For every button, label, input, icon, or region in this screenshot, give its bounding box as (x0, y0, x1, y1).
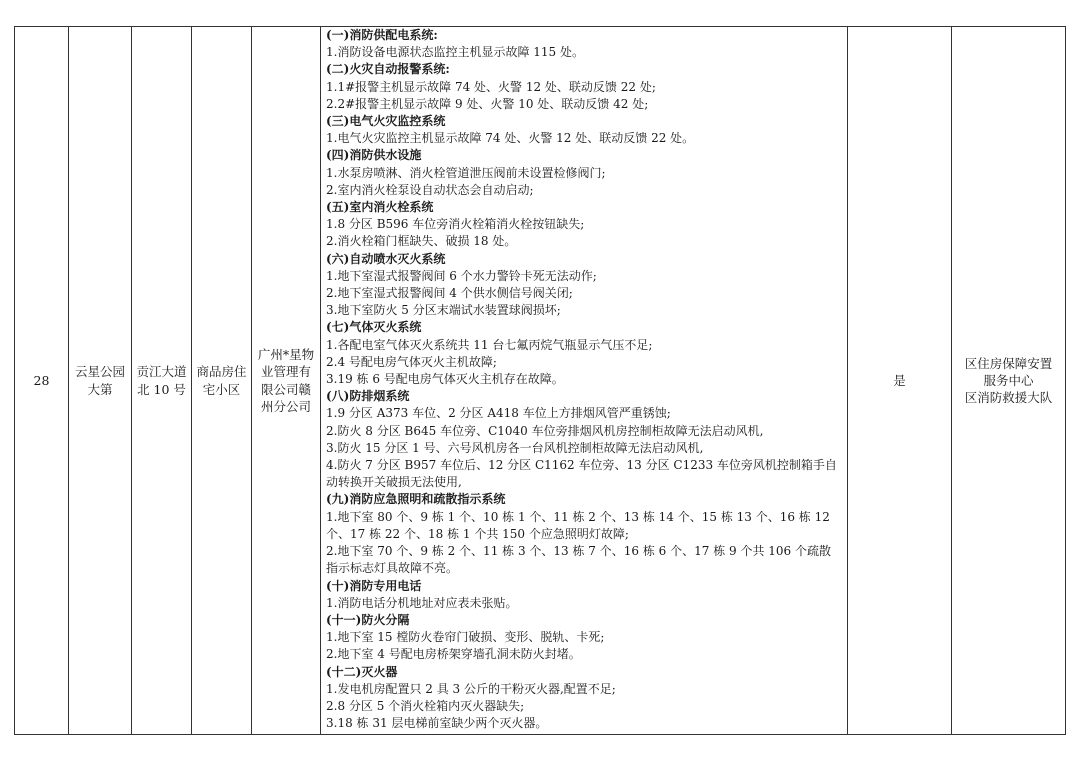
issue-item: 1.9 分区 A373 车位、2 分区 A418 车位上方排烟风管严重锈蚀; (326, 406, 671, 421)
section-title: (四)消防供水设施 (326, 148, 422, 163)
flag-cell: 是 (848, 27, 952, 735)
dept-line: 服务中心 (983, 372, 1034, 388)
issue-item: 2.室内消火栓泵设自动状态会自动启动; (326, 182, 534, 197)
table-row (15, 27, 1066, 735)
issue-item: 2.地下室 70 个、9 栋 2 个、11 栋 3 个、13 栋 7 个、16 栋 6 个、17 栋 9 个共 106 个疏散指示标志灯具故障不亮。 (326, 544, 831, 576)
section-title: (七)气体灭火系统 (326, 320, 422, 335)
issue-item: 4.防火 7 分区 B957 车位后、12 分区 C1162 车位旁、13 分区 C1233 车位旁风机控制箱手自动转换开关破损无法使用, (326, 458, 837, 490)
issue-item: 2.4 号配电房气体灭火主机故障; (326, 354, 497, 369)
issues-list (326, 27, 842, 732)
issue-item: 2.消火栓箱门框缺失、破损 18 处。 (326, 234, 517, 249)
issue-item: 1.地下室 80 个、9 栋 1 个、10 栋 1 个、11 栋 2 个、13 栋 14 个、15 栋 13 个、16 栋 12 个、17 栋 22 个、18 栋 1 个共 150 个应急照明灯故障; (326, 509, 830, 541)
section-title: (六)自动喷水灭火系统 (326, 251, 446, 266)
issue-item: 1.地下室 15 樘防火卷帘门破损、变形、脱轨、卡死; (326, 630, 605, 645)
section-title: (一)消防供配电系统: (326, 28, 438, 42)
issue-item: 3.18 栋 31 层电梯前室缺少两个灭火器。 (326, 716, 548, 731)
section-title: (十二)灭火器 (326, 664, 398, 679)
management-company: 广州*星物业管理有限公司赣州分公司 (252, 27, 321, 735)
hazard-table (14, 26, 1066, 735)
issue-item: 1.消防设备电源状态监控主机显示故障 115 处。 (326, 45, 584, 60)
section-title: (十)消防专用电话 (326, 578, 422, 593)
issue-item: 2.地下室 4 号配电房桥架穿墙孔洞未防火封堵。 (326, 647, 581, 662)
project-address: 贡江大道北 10 号 (132, 27, 192, 735)
dept-line: 区住房保障安置 (964, 355, 1053, 371)
responsible-dept (952, 27, 1066, 735)
section-title: (二)火灾自动报警系统: (326, 62, 450, 77)
section-title: (九)消防应急照明和疏散指示系统 (326, 492, 506, 507)
issue-item: 1.各配电室气体灭火系统共 11 台七氟丙烷气瓶显示气压不足; (326, 337, 653, 352)
issue-item: 2.地下室湿式报警阀间 4 个供水侧信号阀关闭; (326, 286, 573, 301)
issue-item: 1.发电机房配置只 2 具 3 公斤的干粉灭火器,配置不足; (326, 681, 616, 696)
issue-item: 2.防火 8 分区 B645 车位旁、C1040 车位旁排烟风机房控制柜故障无法启动风机, (326, 423, 764, 438)
section-title: (八)防排烟系统 (326, 389, 410, 404)
issue-item: 3.地下室防火 5 分区末端试水装置球阀损坏; (326, 303, 561, 318)
issue-item: 1.电气火灾监控主机显示故障 74 处、火警 12 处、联动反馈 22 处。 (326, 131, 695, 146)
issue-item: 1.1#报警主机显示故障 74 处、火警 12 处、联动反馈 22 处; (326, 79, 656, 94)
section-title: (十一)防火分隔 (326, 612, 410, 627)
section-title: (三)电气火灾监控系统 (326, 114, 446, 129)
project-name: 云星公园大第 (69, 27, 132, 735)
issue-item: 1.消防电话分机地址对应表未张贴。 (326, 595, 518, 610)
issue-item: 1.地下室湿式报警阀间 6 个水力警铃卡死无法动作; (326, 268, 597, 283)
issue-item: 1.8 分区 B596 车位旁消火栓箱消火栓按钮缺失; (326, 217, 585, 232)
issue-item: 3.19 栋 6 号配电房气体灭火主机存在故障。 (326, 372, 564, 387)
section-title: (五)室内消火栓系统 (326, 200, 434, 215)
issues-cell (321, 27, 848, 735)
dept-line: 区消防救援大队 (964, 390, 1053, 406)
issue-item: 2.2#报警主机显示故障 9 处、火警 10 处、联动反馈 42 处; (326, 96, 649, 111)
issue-item: 2.8 分区 5 个消火栓箱内灭火器缺失; (326, 698, 525, 713)
issue-item: 3.防火 15 分区 1 号、六号风机房各一台风机控制柜故障无法启动风机, (326, 440, 704, 455)
issue-item: 1.水泵房喷淋、消火栓管道泄压阀前未设置检修阀门; (326, 165, 606, 180)
project-type: 商品房住宅小区 (192, 27, 252, 735)
row-number: 28 (15, 27, 69, 735)
